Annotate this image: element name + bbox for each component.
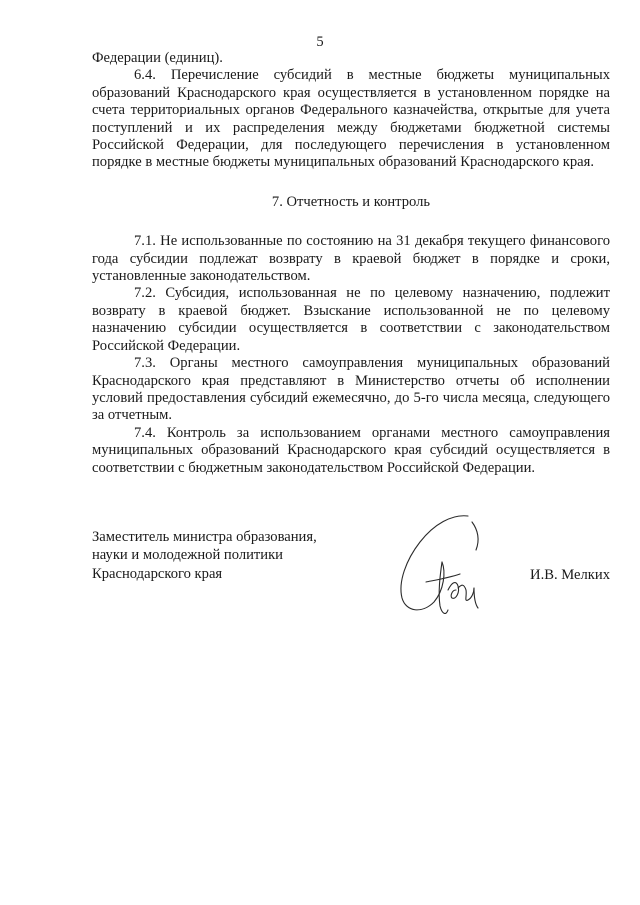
- paragraph-6-4: 6.4. Перечисление субсидий в местные бюджеты муниципальных образований Краснодарского края осуществляется в установленном порядке на счета территориальных органов Федерального казначейства, открытые для учета поступлений и их распределения между бюджетами бюджетной системы Российской Федерации, для последующего перечисления в установленном порядке в местные бюджеты муниципальных образований Краснодарского края.: [92, 67, 610, 171]
- signer-title: [92, 528, 352, 583]
- paragraph-7-2: 7.2. Субсидия, использованная не по целевому назначению, подлежит возврату в краевой бюджет. Взыскание использованной не по целевому назначению субсидии осуществляется в соответствии с законодательством Российской Федерации.: [92, 285, 610, 354]
- signature-block: [92, 528, 610, 628]
- signer-title-line-3: Краснодарского края: [92, 565, 223, 582]
- paragraph-7-1: 7.1. Не использованные по состоянию на 31 декабря текущего финансового года субсидии подлежат возврату в краевой бюджет в порядке и сроки, установленные законодательством.: [92, 233, 610, 285]
- signer-title-line-1: Заместитель министра образования,: [92, 529, 317, 545]
- document-body: [92, 50, 610, 477]
- paragraph-7-4: 7.4. Контроль за использованием органами местного самоуправления муниципальных образований Краснодарского края субсидий осуществляется в соответствии с бюджетным законодательством Российской Федерации.: [92, 424, 610, 476]
- paragraph-continuation: Федерации (единиц).: [92, 50, 223, 66]
- page-number: 5: [316, 34, 324, 50]
- section-title: 7. Отчетность и контроль: [271, 193, 431, 210]
- signer-title-line-2: науки и молодежной политики: [92, 547, 283, 564]
- paragraph-7-3: 7.3. Органы местного самоуправления муниципальных образований Краснодарского края представляют в Министерство отчеты об исполнении условий предоставления субсидий ежемесячно, до 5-го числа месяца, следующего за отчетным.: [92, 355, 610, 424]
- handwritten-signature: [382, 510, 502, 630]
- signer-name: И.В. Мелких: [530, 567, 610, 583]
